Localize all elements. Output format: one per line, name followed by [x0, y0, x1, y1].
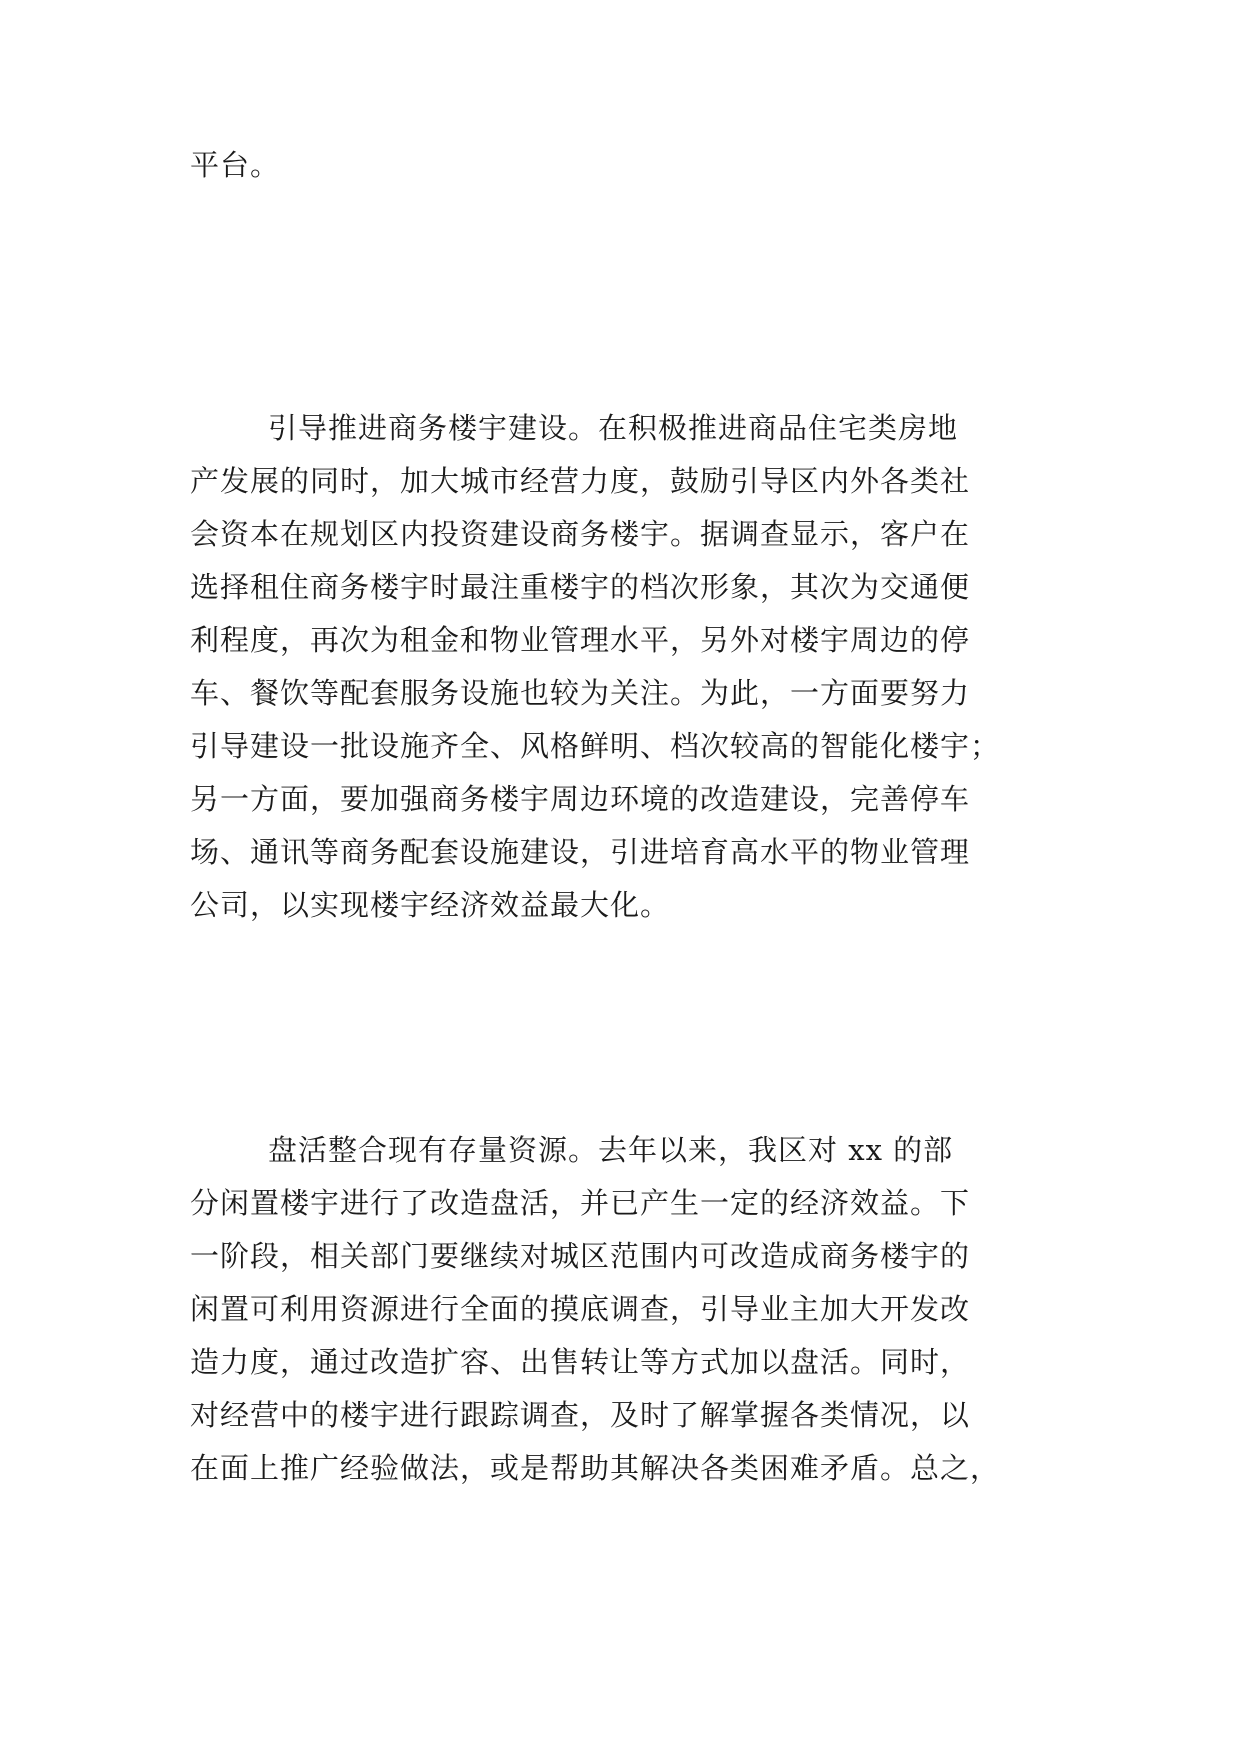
paragraph-line: 分闲置楼宇进行了改造盘活，并已产生一定的经济效益。下: [190, 1186, 971, 1220]
paragraph-line: 闲置可利用资源进行全面的摸底调查，引导业主加大开发改: [190, 1292, 971, 1326]
paragraph-line: 利程度，再次为租金和物业管理水平，另外对楼宇周边的停: [190, 623, 971, 657]
paragraph-line: 在面上推广经验做法，或是帮助其解决各类困难矛盾。总之，: [190, 1451, 1001, 1485]
paragraph-line: 产发展的同时，加大城市经营力度，鼓励引导区内外各类社: [190, 464, 971, 498]
paragraph-line: 会资本在规划区内投资建设商务楼宇。据调查显示，客户在: [190, 517, 971, 551]
paragraph-line: 选择租住商务楼宇时最注重楼宇的档次形象，其次为交通便: [190, 570, 971, 604]
paragraph-line: 造力度，通过改造扩容、出售转让等方式加以盘活。同时，: [190, 1345, 971, 1379]
paragraph-line: 车、餐饮等配套服务设施也较为关注。为此，一方面要努力: [190, 676, 971, 710]
paragraph-line: 公司，以实现楼宇经济效益最大化。: [190, 888, 671, 922]
paragraph-line: 一阶段，相关部门要继续对城区范围内可改造成商务楼宇的: [190, 1239, 971, 1273]
text-fragment-top: 平台。: [190, 148, 281, 182]
paragraph-line: 盘活整合现有存量资源。去年以来，我区对 xx 的部: [268, 1133, 954, 1167]
paragraph-line: 另一方面，要加强商务楼宇周边环境的改造建设，完善停车: [190, 782, 971, 816]
paragraph-line: 场、通讯等商务配套设施建设，引进培育高水平的物业管理: [190, 835, 971, 869]
paragraph-line: 引导建设一批设施齐全、风格鲜明、档次较高的智能化楼宇；: [190, 729, 1001, 763]
paragraph-line: 对经营中的楼宇进行跟踪调查，及时了解掌握各类情况，以: [190, 1398, 971, 1432]
paragraph-line: 引导推进商务楼宇建设。在积极推进商品住宅类房地: [268, 411, 959, 445]
